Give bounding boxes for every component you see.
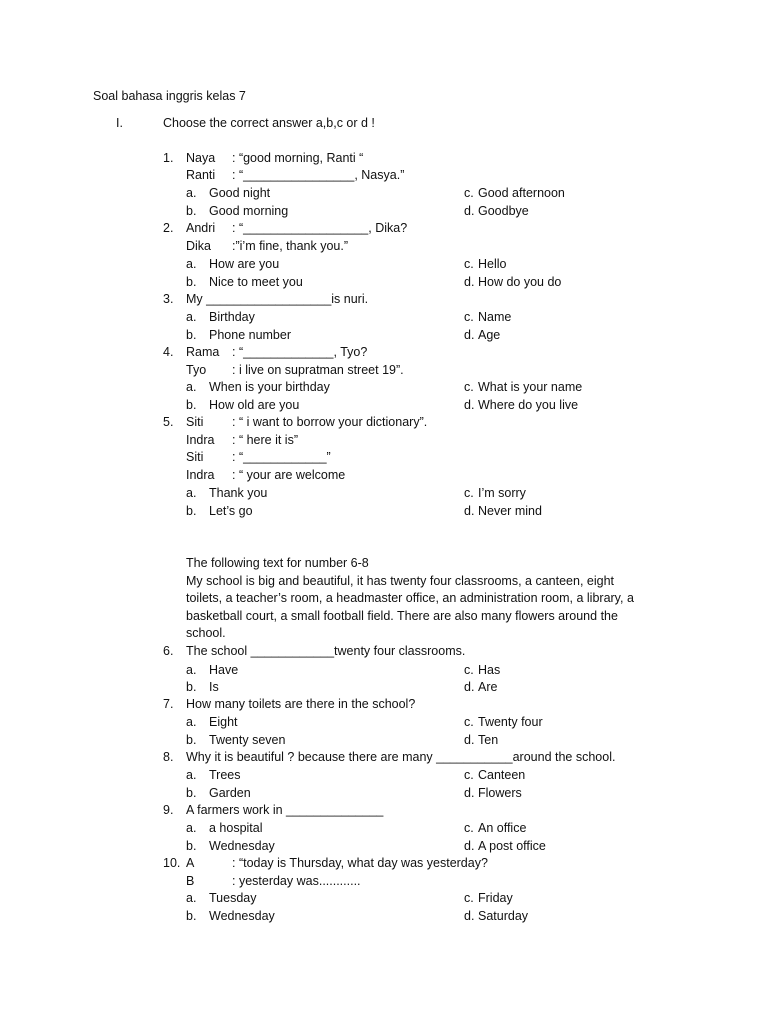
option-text: Good night [209,186,271,200]
question-number: 4. [163,345,174,359]
option-text: a hospital [209,821,263,835]
dialogue-line: : “__________________, Dika? [232,221,408,235]
option-letter: b. [186,909,197,923]
option-text: Twenty four [478,715,543,729]
option-letter: a. [186,663,197,677]
option-text: Flowers [478,786,522,800]
section-numeral: I. [116,116,123,130]
question-number: 3. [163,292,174,306]
option-letter: c. [464,257,474,271]
option-text: Hello [478,257,507,271]
option-text: Canteen [478,768,526,782]
speaker-name: Indra [186,468,215,482]
option-text: Age [478,328,501,342]
option-letter: d. [464,504,475,518]
option-text: Have [209,663,239,677]
speaker-name: Dika [186,239,212,253]
option-letter: a. [186,257,197,271]
option-letter: c. [464,821,474,835]
dialogue-line: : “today is Thursday, what day was yesterday? [232,856,488,870]
option-letter: c. [464,310,474,324]
option-letter: a. [186,486,197,500]
dialogue-line: : “ here it is” [232,433,298,447]
reading-passage [186,555,666,643]
option-letter: b. [186,504,197,518]
option-letter: d. [464,909,475,923]
question-number: 1. [163,151,174,165]
option-letter: a. [186,715,197,729]
speaker-name: Indra [186,433,215,447]
reading-line: toilets, a teacher’s room, a headmaster office, an administration room, a library, a [186,591,634,605]
option-letter: d. [464,328,475,342]
option-text: Wednesday [209,839,275,853]
section-instruction: Choose the correct answer a,b,c or d ! [163,116,375,130]
option-letter: b. [186,275,197,289]
option-text: Never mind [478,504,542,518]
question-text: A farmers work in ______________ [186,803,384,817]
speaker-name: A [186,856,195,870]
dialogue-line: : i live on supratman street 19”. [232,363,404,377]
option-text: How do you do [478,275,562,289]
question-number: 5. [163,415,174,429]
speaker-name: Siti [186,450,204,464]
speaker-name: Ranti [186,168,216,182]
question-number: 6. [163,644,174,658]
document-title: Soal bahasa inggris kelas 7 [93,89,246,103]
option-text: Friday [478,891,513,905]
dialogue-line: : “ your are welcome [232,468,346,482]
option-letter: c. [464,486,474,500]
dialogue-line: : “good morning, Ranti “ [232,151,364,165]
dialogue-line: : “ i want to borrow your dictionary”. [232,415,428,429]
option-letter: b. [186,786,197,800]
speaker-name: Andri [186,221,216,235]
option-text: Trees [209,768,241,782]
option-text: Nice to meet you [209,275,303,289]
option-text: Ten [478,733,499,747]
option-letter: c. [464,891,474,905]
option-text: Is [209,680,219,694]
speaker-name: Rama [186,345,220,359]
question-number: 8. [163,750,174,764]
reading-line: My school is big and beautiful, it has twenty four classrooms, a canteen, eight [186,573,615,588]
option-text: Good morning [209,204,289,218]
speaker-name: Tyo [186,363,207,377]
question-number: 10. [163,856,181,870]
option-text: Let’s go [209,504,253,518]
option-text: Twenty seven [209,733,286,747]
option-letter: a. [186,380,197,394]
dialogue-line: : “____________” [232,450,331,464]
speaker-name: B [186,874,195,888]
reading-heading: The following text for number 6-8 [186,556,369,570]
option-letter: c. [464,663,474,677]
speaker-name: Siti [186,415,204,429]
option-text: Are [478,680,498,694]
option-letter: b. [186,398,197,412]
option-letter: a. [186,310,197,324]
option-letter: d. [464,786,475,800]
question-number: 9. [163,803,174,817]
option-letter: b. [186,328,197,342]
option-text: Wednesday [209,909,275,923]
question-text: How many toilets are there in the school? [186,697,416,711]
option-text: An office [478,821,527,835]
option-text: Phone number [209,328,292,342]
question-text: Why it is beautiful ? because there are many ___________around the school. [186,750,616,764]
speaker-name: Naya [186,151,216,165]
dialogue-line: : yesterday was............ [232,874,361,888]
option-letter: c. [464,768,474,782]
option-letter: d. [464,398,475,412]
option-letter: d. [464,204,475,218]
option-text: Birthday [209,310,255,324]
option-text: Saturday [478,909,529,923]
question-text: The school ____________twenty four classrooms. [186,644,466,658]
option-letter: b. [186,733,197,747]
option-text: I’m sorry [478,486,526,500]
option-text: How are you [209,257,280,271]
option-letter: a. [186,821,197,835]
option-text: Where do you live [478,398,579,412]
option-text: Eight [209,715,238,729]
option-text: What is your name [478,380,583,394]
option-letter: a. [186,186,197,200]
option-text: Good afternoon [478,186,565,200]
option-letter: d. [464,680,475,694]
question-number: 2. [163,221,174,235]
option-letter: b. [186,204,197,218]
option-letter: b. [186,839,197,853]
option-text: Goodbye [478,204,529,218]
option-letter: d. [464,733,475,747]
option-text: When is your birthday [209,380,330,394]
option-text: How old are you [209,398,300,412]
option-text: Name [478,310,512,324]
dialogue-line: : “_____________, Tyo? [232,345,368,359]
option-letter: c. [464,186,474,200]
option-letter: d. [464,275,475,289]
question-number: 7. [163,697,174,711]
option-text: Has [478,663,501,677]
option-text: Garden [209,786,251,800]
option-letter: b. [186,680,197,694]
question-text: My __________________is nuri. [186,292,369,306]
option-letter: c. [464,715,474,729]
option-letter: d. [464,839,475,853]
option-letter: c. [464,380,474,394]
option-text: Tuesday [209,891,257,905]
reading-line: school. [186,626,226,640]
dialogue-line: : “________________, Nasya.” [232,168,405,182]
reading-line: basketball court, a small football field. There are also many flowers around the [186,608,618,623]
option-letter: a. [186,891,197,905]
option-letter: a. [186,768,197,782]
option-text: A post office [478,839,546,853]
option-text: Thank you [209,486,268,500]
dialogue-line: :”i’m fine, thank you.” [232,239,349,253]
